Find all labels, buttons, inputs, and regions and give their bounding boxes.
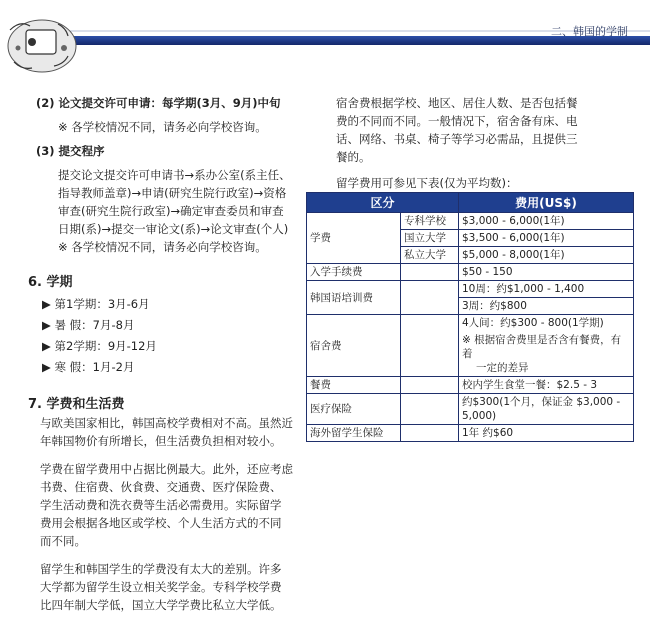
semester-item: ▶ 第1学期：3月-6月 — [42, 297, 150, 311]
table-header-cost: 费用(US$) — [459, 193, 634, 213]
table-header-category: 区分 — [307, 193, 459, 213]
fees-paragraph-line: 书费、住宿费、伙食费、交通费、医疗保险费、 — [40, 480, 282, 494]
fees-paragraph-line: 费用会根据各地区或学校、个人生活方式的不同 — [40, 516, 282, 530]
empty-cell — [401, 394, 459, 425]
item3-line: 日期(系)→提交一审论文(系)→论文审查(个人) — [58, 222, 289, 236]
chapter-title: 二、韩国的学制 — [551, 25, 628, 38]
row-label: 医疗保险 — [307, 394, 401, 425]
table-row — [307, 315, 634, 377]
fee-value: $3,500 - 6,000(1年) — [459, 230, 634, 247]
table-row — [307, 213, 634, 230]
fees-paragraph-line: 而不同。 — [40, 534, 86, 548]
dorm-paragraph-line: 餐的。 — [336, 150, 371, 164]
left-column — [28, 94, 310, 614]
item3-line: 审查(研究生院行政室)→确定审查委员和审查 — [58, 204, 284, 218]
school-type: 专科学校 — [401, 213, 459, 230]
table-row — [307, 377, 634, 394]
fees-paragraph-line: 留学生和韩国学生的学费没有太大的差别。许多 — [40, 562, 282, 576]
dorm-note: 一定的差异 — [476, 362, 529, 374]
fee-value: 校内学生食堂一餐：$2.5 - 3 — [459, 377, 634, 394]
fees-paragraph-line: 学费在留学费用中占据比例最大。此外，还应考虑 — [40, 462, 293, 476]
section-6-title: 6. 学期 — [28, 275, 73, 290]
item3-line: 指导教师盖章)→申请(研究生院行政室)→资格 — [58, 186, 287, 200]
empty-cell — [401, 264, 459, 281]
table-row — [307, 425, 634, 442]
semester-item: ▶ 第2学期：9月-12月 — [42, 339, 157, 353]
study-cost-table — [306, 192, 634, 442]
page-header-banner — [0, 0, 650, 90]
table-row — [307, 264, 634, 281]
table-row — [307, 281, 634, 298]
fees-paragraph-line: 学生活动费和洗衣费等生活必需费用。实际留学 — [40, 498, 282, 512]
item3-note: ※ 各学校情况不同，请务必向学校咨询。 — [58, 240, 267, 254]
dorm-paragraph-line: 费的不同而不同。一般情况下，宿舍备有床、电 — [336, 114, 578, 128]
item3-heading: (3) 提交程序 — [36, 144, 105, 158]
fee-value: 约$300(1个月，保证金 $3,000 - 5,000) — [459, 394, 634, 425]
semester-item: ▶ 暑 假：7月-8月 — [42, 318, 135, 332]
empty-cell — [401, 425, 459, 442]
row-label: 韩国语培训费 — [307, 281, 401, 315]
semester-item: ▶ 寒 假：1月-2月 — [42, 360, 135, 374]
fees-paragraph-line: 大学都为留学生设立相关奖学金。专科学校学费 — [40, 580, 282, 594]
fees-paragraph-line: 与欧美国家相比，韩国高校学费相对不高。虽然近 — [40, 416, 293, 430]
dorm-fee: 4人间：约$300 - 800(1学期) — [462, 317, 604, 329]
dorm-paragraph-line: 话、网络、书桌、椅子等学习必需品，且提供三 — [336, 132, 578, 146]
table-row — [307, 394, 634, 425]
item2-heading: (2) 论文提交许可申请：每学期(3月、9月)中旬 — [36, 96, 281, 110]
fee-value: 3周：约$800 — [459, 298, 634, 315]
school-type: 私立大学 — [401, 247, 459, 264]
empty-cell — [401, 281, 459, 315]
fee-value: $5,000 - 8,000(1年) — [459, 247, 634, 264]
section-7-title: 7. 学费和生活费 — [28, 397, 125, 412]
row-label: 入学手续费 — [307, 264, 401, 281]
fee-value: $50 - 150 — [459, 264, 634, 281]
fees-paragraph-line: 比四年制大学低，国立大学学费比私立大学低。 — [40, 598, 282, 612]
table-header-row — [307, 193, 634, 213]
row-label: 海外留学生保险 — [307, 425, 401, 442]
row-label: 学费 — [307, 213, 401, 264]
fee-value: 10周：约$1,000 - 1,400 — [459, 281, 634, 298]
fee-value: 1年 约$60 — [459, 425, 634, 442]
row-label: 餐费 — [307, 377, 401, 394]
fee-value: $3,000 - 6,000(1年) — [459, 213, 634, 230]
item2-note: ※ 各学校情况不同，请务必向学校咨询。 — [58, 120, 267, 134]
dorm-note: ※ 根据宿舍费里是否含有餐费，有着 — [462, 334, 622, 360]
dorm-paragraph-line: 宿舍费根据学校、地区、居住人数、是否包括餐 — [336, 96, 578, 110]
right-column — [336, 94, 632, 192]
fees-paragraph-line: 年韩国物价有所增长，但生活费负担相对较小。 — [40, 434, 282, 448]
row-label: 宿舍费 — [307, 315, 401, 377]
table-intro: 留学费用可参见下表(仅为平均数)： — [336, 176, 518, 190]
item3-line: 提交论文提交许可申请书→系办公室(系主任、 — [58, 168, 291, 182]
doodle-logo-icon — [8, 20, 76, 72]
school-type: 国立大学 — [401, 230, 459, 247]
fee-value — [459, 315, 634, 377]
empty-cell — [401, 377, 459, 394]
empty-cell — [401, 315, 459, 377]
